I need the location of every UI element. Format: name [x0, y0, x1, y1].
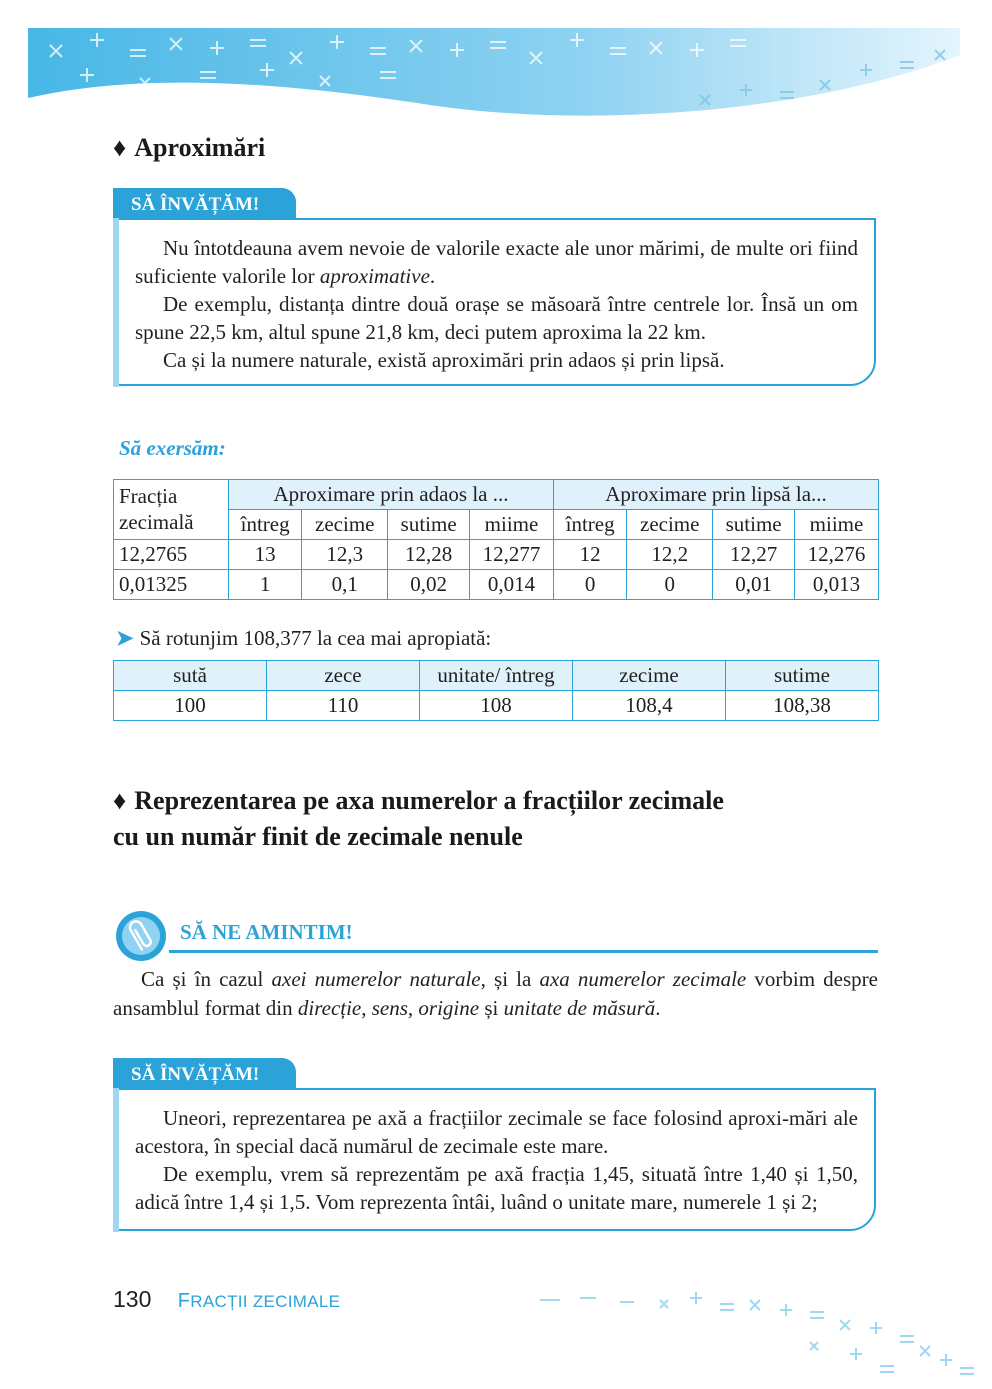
chapter-initial: F	[177, 1290, 191, 1312]
rounding-value: 108,38	[726, 691, 879, 721]
subheader-cell: miime	[470, 510, 554, 540]
table-cell: 0,01325	[114, 570, 229, 600]
italic-term: origine	[418, 996, 480, 1020]
chapter-title	[178, 1292, 341, 1311]
subheader-cell: zecime	[627, 510, 713, 540]
rounding-header: sută	[114, 661, 267, 691]
table-row	[114, 540, 879, 570]
table-cell: 12,2765	[114, 540, 229, 570]
section-title-line: cu un număr finit de zecimale nenule	[113, 822, 523, 851]
table-cell: 0	[627, 570, 713, 600]
subheader-cell: sutime	[388, 510, 470, 540]
section-title-reprezentarea	[113, 783, 883, 855]
text-run: Ca și în cazul	[141, 967, 272, 991]
learn-paragraph	[135, 234, 858, 290]
diamond-bullet-icon: ♦	[113, 133, 127, 162]
page-footer	[113, 1286, 340, 1313]
table-cell: 12,27	[713, 540, 795, 570]
italic-term: axa numerelor zecimale	[539, 967, 747, 991]
learn-paragraph: De exemplu, distanța dintre două orașe se măsoară între centrele lor. Însă un om spune 22,5 km, altul spune 21,8 km, deci putem aproxima la 22 km.	[135, 292, 858, 344]
chapter-rest: RACȚII ZECIMALE	[190, 1292, 341, 1311]
section-title-line: Reprezentarea pe axa numerelor a fracțiilor zecimale	[134, 786, 724, 815]
table-cell: 12,276	[795, 540, 879, 570]
arrow-bullet-icon: ➤	[116, 626, 134, 650]
remember-label: SĂ NE AMINTIM!	[180, 920, 353, 944]
text-run: Nu întotdeauna avem nevoie de valorile exacte ale unor mărimi, de multe ori fiind suficiente valorile lor	[135, 236, 858, 288]
table-cell: 1	[229, 570, 302, 600]
subheader-cell: miime	[795, 510, 879, 540]
subheader-cell: zecime	[302, 510, 388, 540]
corner-line: Fracția	[119, 484, 178, 508]
learn-tab: SĂ ÎNVĂȚĂM!	[113, 188, 296, 220]
italic-term: direcție	[297, 996, 362, 1020]
remember-header	[113, 908, 878, 958]
table-cell: 0,01	[713, 570, 795, 600]
rounding-value: 108	[420, 691, 573, 721]
approximation-table	[113, 479, 879, 600]
italic-term: sens	[371, 996, 408, 1020]
subheader-cell: întreg	[229, 510, 302, 540]
header-banner-decoration	[0, 0, 992, 125]
table-row	[114, 691, 879, 721]
rounding-header: zecime	[573, 661, 726, 691]
text-run: și	[479, 996, 504, 1020]
learn-box	[113, 1088, 876, 1231]
divider	[169, 950, 878, 953]
subheader-cell: sutime	[713, 510, 795, 540]
text-run: .	[655, 996, 661, 1020]
rounding-header: sutime	[726, 661, 879, 691]
text-run: ,	[361, 996, 372, 1020]
text-run: .	[429, 264, 436, 288]
box-shadow-bar	[113, 218, 119, 387]
footer-decoration	[520, 1280, 992, 1389]
table-cell: 12,3	[302, 540, 388, 570]
table-cell: 13	[229, 540, 302, 570]
rounding-value: 108,4	[573, 691, 726, 721]
text-run: vorbim despre ansamblul format din	[113, 967, 878, 1020]
rounding-value: 110	[267, 691, 420, 721]
page-number: 130	[113, 1286, 152, 1312]
learn-paragraph: De exemplu, vrem să reprezentăm pe axă fracția 1,45, situată între 1,40 și 1,50, adică între 1,4 și 1,5. Vom reprezenta întâi, luând o unitate mare, numerele 1 și 2;	[135, 1162, 858, 1214]
learn-paragraph: Ca și la numere naturale, există aproximări prin adaos și prin lipsă.	[163, 348, 725, 372]
table-corner-header	[114, 480, 229, 540]
section-title-aproximari	[113, 130, 265, 166]
exercise-heading: Să exersăm:	[119, 436, 226, 460]
italic-term: axei numerelor naturale	[271, 967, 481, 991]
table-cell: 12	[553, 540, 626, 570]
learn-tab: SĂ ÎNVĂȚĂM!	[113, 1058, 296, 1090]
table-cell: 0	[553, 570, 626, 600]
rounding-header: unitate/ întreg	[420, 661, 573, 691]
section-title-text: Aproximări	[134, 133, 266, 162]
subheader-cell: întreg	[553, 510, 626, 540]
corner-line: zecimală	[119, 510, 194, 534]
prompt-text: Să rotunjim 108,377 la cea mai apropiată:	[139, 626, 492, 650]
text-run: ,	[407, 996, 419, 1020]
table-cell: 0,1	[302, 570, 388, 600]
rounding-value: 100	[114, 691, 267, 721]
remember-paragraph	[113, 965, 878, 1023]
table-cell: 0,013	[795, 570, 879, 600]
group-header-adaos: Aproximare prin adaos la ...	[229, 480, 554, 510]
group-header-lipsa: Aproximare prin lipsă la...	[553, 480, 878, 510]
box-shadow-bar	[113, 1088, 119, 1232]
italic-term: aproximative	[319, 264, 430, 288]
table-cell: 0,014	[470, 570, 554, 600]
table-cell: 12,2	[627, 540, 713, 570]
table-cell: 12,277	[470, 540, 554, 570]
table-cell: 12,28	[388, 540, 470, 570]
rounding-table	[113, 660, 879, 721]
learn-paragraph: Uneori, reprezentarea pe axă a fracțiilor zecimale se face folosind aproxi-mări ale acestora, în special dacă numărul de zecimale este mare.	[135, 1106, 858, 1158]
table-cell: 0,02	[388, 570, 470, 600]
rounding-header: zece	[267, 661, 420, 691]
rounding-prompt	[116, 624, 491, 652]
learn-box	[113, 218, 876, 386]
table-row	[114, 570, 879, 600]
paperclip-icon	[113, 908, 169, 964]
text-run: , și la	[480, 967, 540, 991]
italic-term: unitate de măsură	[503, 996, 656, 1020]
diamond-bullet-icon: ♦	[113, 786, 127, 815]
